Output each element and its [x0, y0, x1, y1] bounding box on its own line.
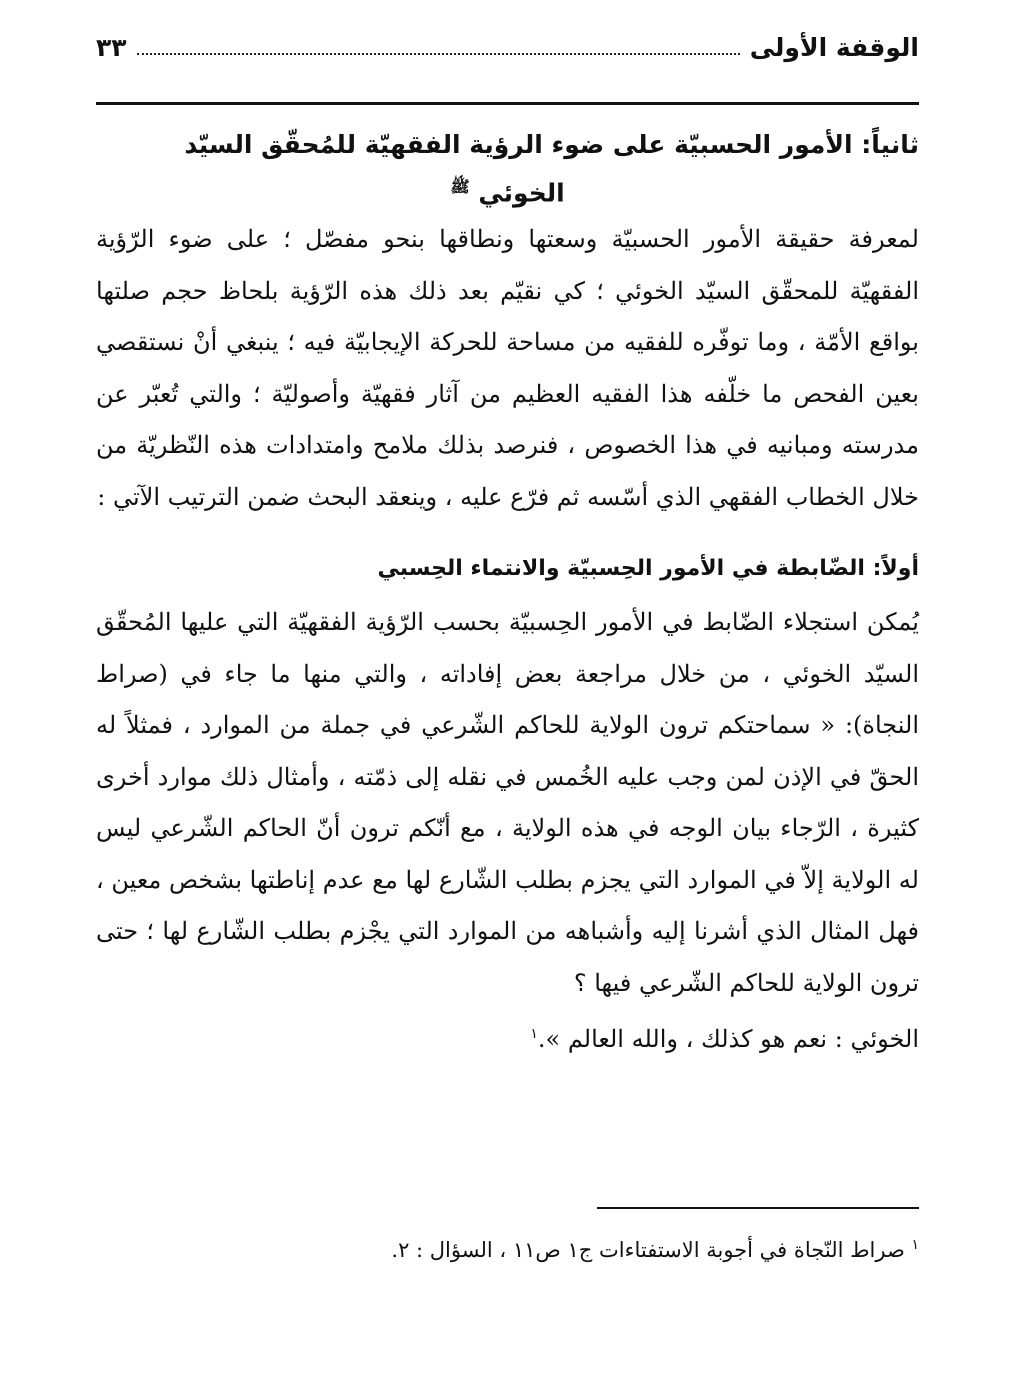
header-divider [96, 102, 919, 105]
footnote-reference[interactable]: ١ [530, 1026, 538, 1043]
intro-paragraph: لمعرفة حقيقة الأمور الحسبيّة وسعتها ونطاقها بنحو مفصّل ؛ على ضوء الرّؤية الفقهيّة للمحقّق السيّد الخوئي ؛ كي نقيّم بعد ذلك هذه الرّؤية بلحاظ حجم صلتها بواقع الأمّة ، وما توفّره للفقيه من مساحة للحركة الإيجابيّة فيه ؛ ينبغي أنْ نستقصي بعين الفحص ما خلّفه هذا الفقيه العظيم من آثار فقهيّة وأصوليّة ؛ والتي تُعبّر عن مدرسته ومبانيه في هذا الخصوص ، فنرصد بذلك ملامح وامتدادات هذه النّظريّة من خلال الخطاب الفقهي الذي أسّسه ثم فرّع عليه ، وينعقد البحث ضمن الترتيب الآتي : [96, 225, 920, 511]
honorific-symbol: ﷺ [450, 177, 470, 196]
chapter-title: الوقفة الأولى [749, 32, 919, 62]
answer-text: الخوئي : نعم هو كذلك ، والله العالم ». [537, 1025, 919, 1054]
page-number: ٣٣ [96, 32, 127, 62]
section-heading-line1: ثانياً: الأمور الحسبيّة على ضوء الرؤية الفقهيّة للمُحقّق السيّد [184, 130, 919, 159]
subsection-paragraph: يُمكن استجلاء الضّابط في الأمور الحِسبيّة بحسب الرّؤية الفقهيّة التي عليها المُحقّق السيّد الخوئي ، من خلال مراجعة بعض إفاداته ، والتي منها ما جاء في (صراط النجاة): « سماحتكم ترون الولاية للحاكم الشّرعي في جملة من الموارد ، فمثلاً له الحقّ في الإذن لمن وجب عليه الخُمس في نقله إلى ذمّته ، وأمثال ذلك موارد أخرى كثيرة ، الرّجاء بيان الوجه في هذه الولاية ، مع أنّكم ترون أنّ الحاكم الشّرعي ليس له الولاية إلاّ في الموارد التي يجزم بطلب الشّارع لها مع عدم إناطتها بشخص معين ، فهل المثال الذي أشرنا إليه وأشباهه من الموارد التي يجْزم بطلب الشّارع لها ؛ حتى ترون الولاية للحاكم الشّرعي فيها ؟ [96, 608, 919, 997]
section-heading-name: الخوئي [478, 178, 565, 208]
footnote-text: صراط النّجاة في أجوبة الاستفتاءات ج١ ص١١ ، السؤال : ٢. [391, 1238, 905, 1262]
footnote [96, 1225, 919, 1270]
main-text [96, 124, 919, 1066]
footnote-divider [597, 1207, 919, 1209]
section-heading [96, 124, 919, 214]
header-leader-dots [137, 53, 740, 55]
answer-line [96, 1009, 919, 1066]
footnote-marker: ١ [911, 1237, 919, 1253]
subsection-heading: أولاً: الضّابطة في الأمور الحِسبيّة والانتماء الحِسبي [377, 556, 919, 582]
running-header [96, 26, 919, 68]
section-heading-line2 [96, 166, 919, 214]
